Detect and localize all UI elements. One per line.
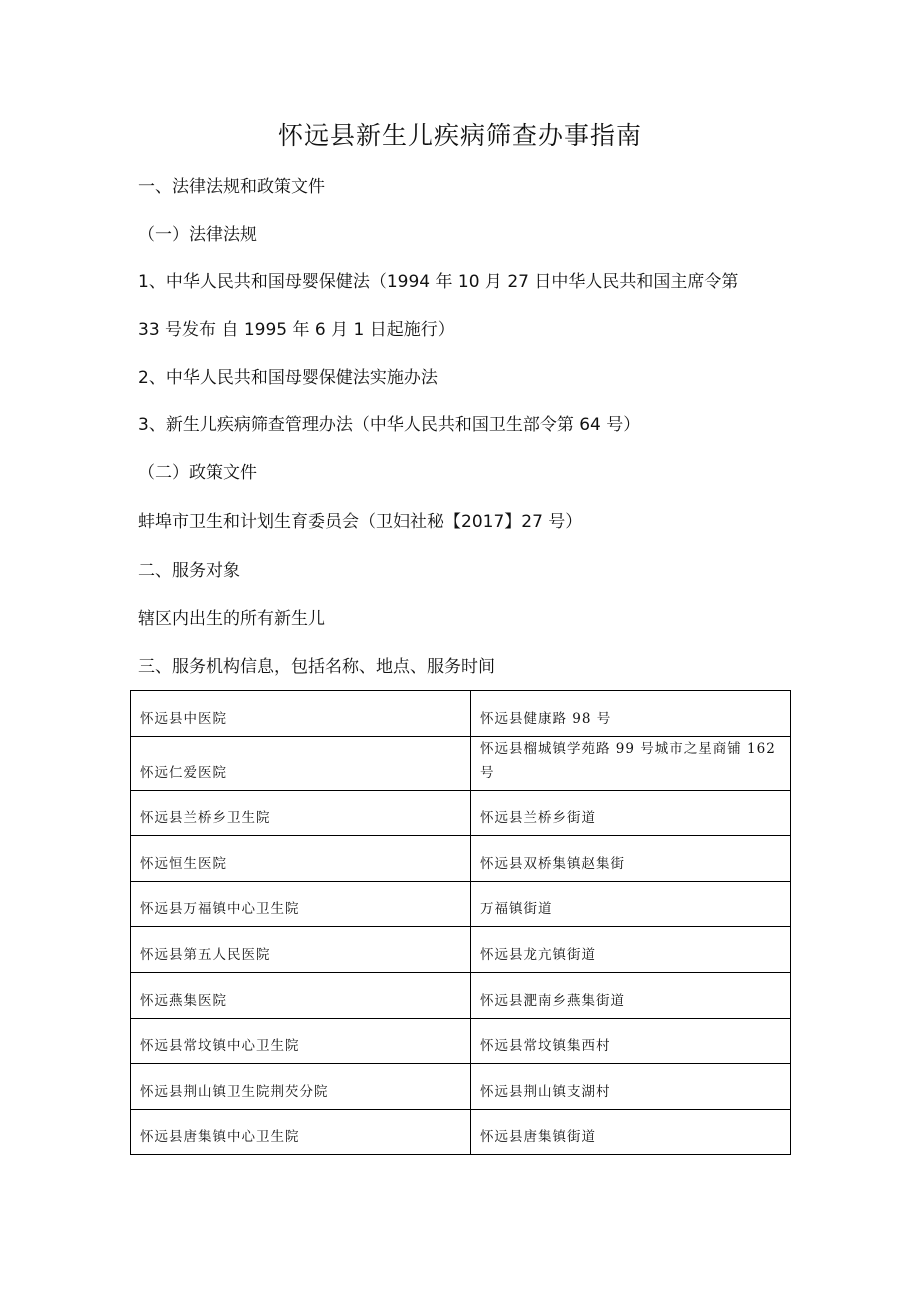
table-row bbox=[131, 1064, 791, 1110]
institution-name: 怀远县兰桥乡卫生院 bbox=[131, 790, 471, 836]
institution-name: 怀远县荆山镇卫生院荆芡分院 bbox=[131, 1064, 471, 1110]
document-title: 怀远县新生儿疾病筛查办事指南 bbox=[277, 121, 642, 150]
table-row bbox=[131, 691, 791, 737]
policy-item: 蚌埠市卫生和计划生育委员会（卫妇社秘【2017】27 号） bbox=[138, 512, 583, 532]
institution-address: 怀远县淝南乡燕集街道 bbox=[471, 972, 791, 1018]
institution-address: 怀远县荆山镇支湖村 bbox=[471, 1064, 791, 1110]
section-heading-target: 二、服务对象 bbox=[138, 561, 240, 581]
law-item-2: 2、中华人民共和国母婴保健法实施办法 bbox=[138, 368, 438, 388]
institution-name: 怀远县第五人民医院 bbox=[131, 927, 471, 973]
institution-name: 怀远县万福镇中心卫生院 bbox=[131, 881, 471, 927]
institution-name: 怀远燕集医院 bbox=[131, 972, 471, 1018]
table-row bbox=[131, 736, 791, 790]
institution-address: 怀远县兰桥乡街道 bbox=[471, 790, 791, 836]
institution-address: 怀远县双桥集镇赵集街 bbox=[471, 836, 791, 882]
institution-name: 怀远县唐集镇中心卫生院 bbox=[131, 1109, 471, 1155]
institution-name: 怀远仁爱医院 bbox=[131, 736, 471, 790]
institution-name: 怀远县常坟镇中心卫生院 bbox=[131, 1018, 471, 1064]
table-row bbox=[131, 972, 791, 1018]
institution-address: 怀远县常坟镇集西村 bbox=[471, 1018, 791, 1064]
institution-address: 怀远县唐集镇街道 bbox=[471, 1109, 791, 1155]
table-row bbox=[131, 836, 791, 882]
law-item-3: 3、新生儿疾病筛查管理办法（中华人民共和国卫生部令第 64 号） bbox=[138, 415, 641, 435]
law-item-1-line-1: 1、中华人民共和国母婴保健法（1994 年 10 月 27 日中华人民共和国主席令第 bbox=[138, 272, 739, 292]
institution-name: 怀远恒生医院 bbox=[131, 836, 471, 882]
section-heading-institutions: 三、服务机构信息，包括名称、地点、服务时间 bbox=[138, 657, 495, 677]
section-heading-laws: 一、法律法规和政策文件 bbox=[138, 177, 325, 197]
institution-address: 万福镇街道 bbox=[471, 881, 791, 927]
institutions-table bbox=[130, 690, 791, 1155]
law-item-1-line-2: 33 号发布 自 1995 年 6 月 1 日起施行） bbox=[138, 320, 455, 340]
table-row bbox=[131, 927, 791, 973]
table-row bbox=[131, 790, 791, 836]
subsection-heading-laws: （一）法律法规 bbox=[138, 225, 257, 245]
institution-name: 怀远县中医院 bbox=[131, 691, 471, 737]
subsection-heading-policy: （二）政策文件 bbox=[138, 463, 257, 483]
table-row bbox=[131, 1018, 791, 1064]
institution-address: 怀远县榴城镇学苑路 99 号城市之星商铺 162 号 bbox=[471, 736, 791, 790]
institution-address: 怀远县龙亢镇街道 bbox=[471, 927, 791, 973]
target-description: 辖区内出生的所有新生儿 bbox=[138, 609, 325, 629]
table-row bbox=[131, 1109, 791, 1155]
table-row bbox=[131, 881, 791, 927]
institution-address: 怀远县健康路 98 号 bbox=[471, 691, 791, 737]
